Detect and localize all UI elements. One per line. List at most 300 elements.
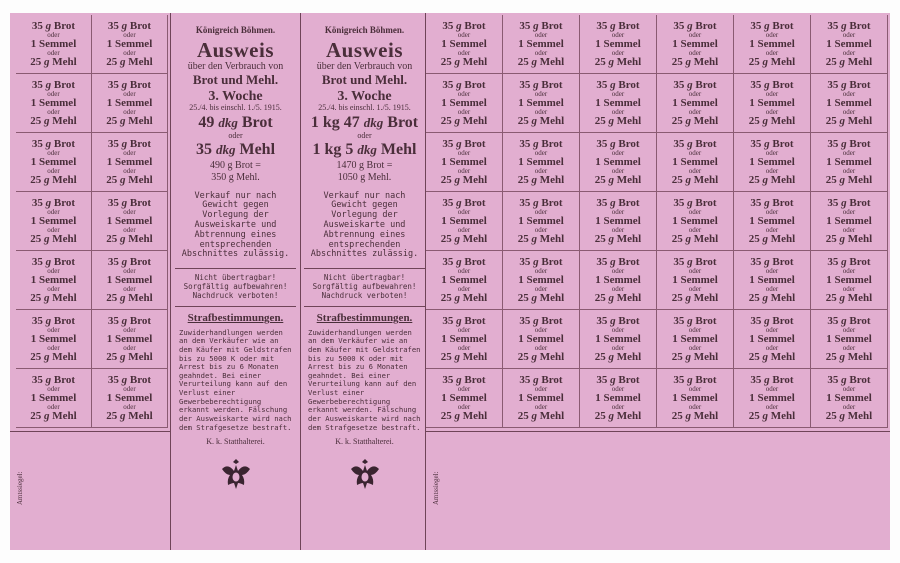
ration-coupon [657, 369, 734, 428]
coupon-semmel-line: 1 Semmel [518, 392, 564, 404]
coupon-flour-line: 25 g Mehl [825, 410, 873, 422]
ration-coupon [92, 369, 168, 428]
coupon-semmel-line: 1 Semmel [595, 333, 641, 345]
authority-label: K. k. Statthalterei. [335, 437, 394, 447]
ration-coupon [426, 251, 503, 310]
ration-coupon [426, 369, 503, 428]
coupon-oder: oder [47, 208, 60, 216]
coupon-oder: oder [611, 167, 625, 175]
coupon-oder: oder [688, 267, 702, 275]
ration-coupon [580, 192, 657, 251]
coupon-oder: oder [688, 226, 702, 234]
coupon-oder: oder [688, 149, 702, 157]
coupon-oder: oder [47, 326, 60, 334]
coupon-bread-line: 35 g Brot [827, 79, 871, 91]
coupon-semmel-line: 1 Semmel [749, 38, 795, 50]
sale-note: Verkauf nur nach Gewicht gegen Vorlegung der Ausweiskarte und Abtrennung eines entsprechenden Abschnittes zulässig. [181, 190, 290, 260]
coupon-semmel-line: 1 Semmel [672, 215, 718, 227]
coupon-flour-line: 25 g Mehl [106, 56, 153, 68]
ration-card [10, 13, 890, 550]
ration-coupon [426, 133, 503, 192]
coupon-bread-line: 35 g Brot [673, 197, 717, 209]
kingdom-label: Königreich Böhmen. [195, 25, 276, 35]
coupon-flour-line: 25 g Mehl [440, 56, 488, 68]
coupon-bread-line: 35 g Brot [442, 138, 486, 150]
coupon-bread-line: 35 g Brot [31, 256, 76, 268]
coupon-bread-line: 35 g Brot [107, 256, 152, 268]
coupon-oder: oder [688, 326, 702, 334]
coupon-semmel-line: 1 Semmel [106, 392, 153, 404]
ration-coupon [92, 74, 168, 133]
ration-coupon [734, 369, 811, 428]
coupon-semmel-line: 1 Semmel [595, 97, 641, 109]
coupon-bread-line: 35 g Brot [107, 20, 152, 32]
panel-subtitle: über den Verbrauch von [316, 61, 413, 73]
coupon-bread-line: 35 g Brot [750, 138, 794, 150]
coupon-oder: oder [534, 285, 548, 293]
coupon-oder: oder [611, 403, 625, 411]
coupon-semmel-line: 1 Semmel [518, 333, 564, 345]
coupon-flour-line: 25 g Mehl [440, 115, 488, 127]
coupon-semmel-line: 1 Semmel [30, 215, 77, 227]
coupon-oder: oder [47, 149, 60, 157]
coupon-semmel-line: 1 Semmel [30, 274, 77, 286]
coupon-flour-line: 25 g Mehl [671, 56, 719, 68]
coupon-oder: oder [534, 326, 548, 334]
coupon-semmel-line: 1 Semmel [826, 333, 872, 345]
coupon-bread-line: 35 g Brot [673, 256, 717, 268]
authority-label: K. k. Statthalterei. [206, 437, 265, 447]
coupon-oder: oder [842, 90, 856, 98]
coupon-oder: oder [534, 149, 548, 157]
coupon-oder: oder [765, 208, 779, 216]
coupon-semmel-line: 1 Semmel [518, 156, 564, 168]
ration-coupon [503, 192, 580, 251]
coupon-bread-line: 35 g Brot [519, 138, 563, 150]
coupon-bread-line: 35 g Brot [596, 20, 640, 32]
coupon-semmel-line: 1 Semmel [595, 392, 641, 404]
coupon-bread-line: 35 g Brot [519, 197, 563, 209]
coupon-semmel-line: 1 Semmel [672, 97, 718, 109]
coupon-oder: oder [457, 167, 471, 175]
ration-coupon [734, 133, 811, 192]
coupon-flour-line: 25 g Mehl [30, 233, 77, 245]
coupon-oder: oder [457, 31, 471, 39]
coupon-oder: oder [765, 49, 779, 57]
coupon-oder: oder [457, 108, 471, 116]
coupon-bread-line: 35 g Brot [442, 79, 486, 91]
coupon-bread-line: 35 g Brot [519, 20, 563, 32]
panel-title: Ausweis [196, 38, 274, 63]
coupon-bread-line: 35 g Brot [107, 374, 152, 386]
coupon-flour-line: 25 g Mehl [517, 292, 565, 304]
coupon-oder: oder [842, 385, 856, 393]
coupon-oder: oder [765, 108, 779, 116]
coupon-flour-line: 25 g Mehl [517, 410, 565, 422]
coupon-oder: oder [123, 167, 136, 175]
coupon-oder: oder [611, 49, 625, 57]
coupon-oder: oder [611, 90, 625, 98]
coupon-flour-line: 25 g Mehl [594, 174, 642, 186]
coupon-semmel-line: 1 Semmel [749, 274, 795, 286]
coupon-flour-line: 25 g Mehl [748, 56, 796, 68]
coupon-oder: oder [765, 344, 779, 352]
coupon-flour-line: 25 g Mehl [30, 351, 77, 363]
coupon-oder: oder [534, 108, 548, 116]
coupon-bread-line: 35 g Brot [31, 197, 76, 209]
coupon-flour-line: 25 g Mehl [671, 351, 719, 363]
ration-coupon [811, 310, 888, 369]
week-label: 3. Woche [337, 88, 392, 104]
coupon-bread-line: 35 g Brot [31, 315, 76, 327]
coupon-semmel-line: 1 Semmel [826, 97, 872, 109]
coupon-oder: oder [842, 226, 856, 234]
coupon-oder: oder [688, 108, 702, 116]
coupon-semmel-line: 1 Semmel [441, 215, 487, 227]
ausweis-panel-left [175, 13, 296, 550]
penalty-title: Strafbestimmungen. [175, 306, 296, 325]
ration-coupon [811, 369, 888, 428]
coupon-semmel-line: 1 Semmel [595, 38, 641, 50]
ration-coupon [426, 15, 503, 74]
oder-label: oder [228, 130, 243, 140]
ration-coupon [734, 15, 811, 74]
ration-coupon [657, 192, 734, 251]
coupon-semmel-line: 1 Semmel [595, 274, 641, 286]
coupon-bread-line: 35 g Brot [750, 256, 794, 268]
coupon-semmel-line: 1 Semmel [441, 156, 487, 168]
coupon-bread-line: 35 g Brot [673, 79, 717, 91]
coupon-flour-line: 25 g Mehl [748, 292, 796, 304]
ration-coupon [16, 310, 92, 369]
coupon-bread-line: 35 g Brot [750, 20, 794, 32]
ration-coupon [580, 133, 657, 192]
coupon-bread-line: 35 g Brot [750, 79, 794, 91]
coupon-semmel-line: 1 Semmel [106, 38, 153, 50]
coupon-oder: oder [47, 403, 60, 411]
coupon-bread-line: 35 g Brot [519, 374, 563, 386]
ration-coupon [503, 74, 580, 133]
coupon-semmel-line: 1 Semmel [518, 274, 564, 286]
coupon-oder: oder [47, 385, 60, 393]
coupon-flour-line: 25 g Mehl [748, 351, 796, 363]
coupon-bread-line: 35 g Brot [519, 79, 563, 91]
coupon-flour-line: 25 g Mehl [825, 115, 873, 127]
coupon-flour-line: 25 g Mehl [440, 410, 488, 422]
coupon-flour-line: 25 g Mehl [825, 56, 873, 68]
coupon-bread-line: 35 g Brot [107, 79, 152, 91]
coupon-bread-line: 35 g Brot [673, 138, 717, 150]
seal-label-left: Amtssiegel: [16, 471, 24, 505]
equivalence-line-1: 1470 g Brot = [336, 159, 393, 171]
coupon-oder: oder [534, 208, 548, 216]
week-label: 3. Woche [208, 88, 263, 104]
coupon-bread-line: 35 g Brot [596, 138, 640, 150]
coupon-oder: oder [457, 267, 471, 275]
coupon-semmel-line: 1 Semmel [749, 333, 795, 345]
ration-coupon [426, 192, 503, 251]
coupon-oder: oder [457, 226, 471, 234]
coupon-oder: oder [688, 49, 702, 57]
coupon-oder: oder [611, 326, 625, 334]
coupon-flour-line: 25 g Mehl [30, 56, 77, 68]
coupon-semmel-line: 1 Semmel [672, 333, 718, 345]
coupon-oder: oder [534, 267, 548, 275]
coupon-flour-line: 25 g Mehl [825, 233, 873, 245]
coupon-bread-line: 35 g Brot [596, 197, 640, 209]
coupon-bread-line: 35 g Brot [750, 315, 794, 327]
ration-coupon [657, 310, 734, 369]
coupon-bread-line: 35 g Brot [673, 20, 717, 32]
coupon-oder: oder [457, 326, 471, 334]
coupon-bread-line: 35 g Brot [31, 138, 76, 150]
coupon-oder: oder [688, 285, 702, 293]
coupon-semmel-line: 1 Semmel [441, 392, 487, 404]
coupon-bread-line: 35 g Brot [596, 256, 640, 268]
coupon-semmel-line: 1 Semmel [595, 156, 641, 168]
ration-coupon [580, 369, 657, 428]
coupon-oder: oder [123, 344, 136, 352]
panel-subtitle-2: Brot und Mehl. [192, 71, 279, 87]
coupon-oder: oder [123, 326, 136, 334]
coupon-oder: oder [534, 90, 548, 98]
coupon-flour-line: 25 g Mehl [106, 292, 153, 304]
date-range: 25./4. bis einschl. 1./5. 1915. [318, 103, 411, 113]
coupon-semmel-line: 1 Semmel [749, 156, 795, 168]
coupon-flour-line: 25 g Mehl [748, 174, 796, 186]
coupon-flour-line: 25 g Mehl [671, 174, 719, 186]
coupon-bread-line: 35 g Brot [750, 197, 794, 209]
coupon-semmel-line: 1 Semmel [441, 97, 487, 109]
coupon-semmel-line: 1 Semmel [672, 274, 718, 286]
ration-coupon [580, 310, 657, 369]
coupon-bread-line: 35 g Brot [673, 315, 717, 327]
coupon-oder: oder [765, 285, 779, 293]
coupon-bread-line: 35 g Brot [442, 315, 486, 327]
coupon-flour-line: 25 g Mehl [106, 115, 153, 127]
coupon-semmel-line: 1 Semmel [826, 274, 872, 286]
coupon-oder: oder [123, 267, 136, 275]
coupon-semmel-line: 1 Semmel [106, 97, 153, 109]
coupon-oder: oder [457, 149, 471, 157]
coupon-oder: oder [123, 285, 136, 293]
coupon-oder: oder [457, 208, 471, 216]
ration-coupon [657, 74, 734, 133]
divider-line [425, 13, 426, 550]
coupon-oder: oder [765, 267, 779, 275]
ration-coupon [503, 369, 580, 428]
coupon-bread-line: 35 g Brot [107, 138, 152, 150]
ration-coupon [16, 192, 92, 251]
coupon-oder: oder [123, 31, 136, 39]
coupon-semmel-line: 1 Semmel [826, 215, 872, 227]
coupon-oder: oder [534, 49, 548, 57]
coupon-oder: oder [47, 285, 60, 293]
ration-coupon [734, 310, 811, 369]
coupon-oder: oder [534, 226, 548, 234]
ration-coupon [657, 15, 734, 74]
coupon-bread-line: 35 g Brot [107, 315, 152, 327]
coupon-oder: oder [457, 49, 471, 57]
coupon-oder: oder [611, 385, 625, 393]
coupon-flour-line: 25 g Mehl [440, 233, 488, 245]
coupon-oder: oder [611, 149, 625, 157]
coupon-oder: oder [611, 31, 625, 39]
coupon-semmel-line: 1 Semmel [30, 97, 77, 109]
coupon-oder: oder [47, 90, 60, 98]
coupon-oder: oder [47, 167, 60, 175]
coupon-oder: oder [765, 167, 779, 175]
flour-amount: 35 dkg Mehl [195, 140, 276, 158]
coupon-semmel-line: 1 Semmel [441, 38, 487, 50]
coupon-semmel-line: 1 Semmel [30, 38, 77, 50]
equivalence-line-1: 490 g Brot = [210, 159, 261, 171]
coupon-semmel-line: 1 Semmel [30, 333, 77, 345]
panel-subtitle: über den Verbrauch von [187, 61, 284, 73]
penalty-title: Strafbestimmungen. [304, 306, 425, 325]
coupon-semmel-line: 1 Semmel [30, 392, 77, 404]
coupon-semmel-line: 1 Semmel [672, 38, 718, 50]
coupon-oder: oder [842, 403, 856, 411]
coupon-oder: oder [47, 226, 60, 234]
coupon-flour-line: 25 g Mehl [440, 351, 488, 363]
coupon-oder: oder [123, 90, 136, 98]
coupon-oder: oder [123, 49, 136, 57]
eagle-emblem-icon [347, 455, 383, 495]
coupon-semmel-line: 1 Semmel [518, 215, 564, 227]
coupon-oder: oder [688, 403, 702, 411]
divider-line [300, 13, 301, 550]
ration-coupon [580, 74, 657, 133]
ration-coupon [92, 310, 168, 369]
coupon-semmel-line: 1 Semmel [30, 156, 77, 168]
coupon-oder: oder [688, 344, 702, 352]
coupon-semmel-line: 1 Semmel [595, 215, 641, 227]
coupon-flour-line: 25 g Mehl [30, 115, 77, 127]
coupon-flour-line: 25 g Mehl [671, 292, 719, 304]
coupon-flour-line: 25 g Mehl [440, 174, 488, 186]
coupon-flour-line: 25 g Mehl [825, 292, 873, 304]
kingdom-label: Königreich Böhmen. [324, 25, 405, 35]
coupon-oder: oder [765, 90, 779, 98]
coupon-oder: oder [688, 167, 702, 175]
ration-coupon [503, 251, 580, 310]
coupon-bread-line: 35 g Brot [827, 315, 871, 327]
coupon-flour-line: 25 g Mehl [106, 351, 153, 363]
panel-subtitle-2: Brot und Mehl. [321, 71, 408, 87]
coupon-flour-line: 25 g Mehl [106, 410, 153, 422]
coupon-semmel-line: 1 Semmel [441, 274, 487, 286]
coupon-flour-line: 25 g Mehl [594, 56, 642, 68]
ration-coupon [734, 74, 811, 133]
coupon-bread-line: 35 g Brot [827, 20, 871, 32]
coupon-flour-line: 25 g Mehl [30, 292, 77, 304]
coupon-semmel-line: 1 Semmel [826, 156, 872, 168]
coupon-oder: oder [688, 385, 702, 393]
coupon-oder: oder [688, 90, 702, 98]
coupon-flour-line: 25 g Mehl [594, 115, 642, 127]
coupon-oder: oder [47, 267, 60, 275]
coupon-semmel-line: 1 Semmel [672, 392, 718, 404]
coupon-bread-line: 35 g Brot [442, 374, 486, 386]
warning-note: Nicht übertragbar! Sorgfältig aufbewahren! Nachdruck verboten! [175, 268, 296, 300]
coupon-bread-line: 35 g Brot [31, 374, 76, 386]
coupon-oder: oder [611, 285, 625, 293]
coupon-flour-line: 25 g Mehl [440, 292, 488, 304]
ausweis-panel-right [304, 13, 425, 550]
coupon-oder: oder [123, 403, 136, 411]
coupon-semmel-line: 1 Semmel [106, 156, 153, 168]
coupon-flour-line: 25 g Mehl [748, 115, 796, 127]
ration-coupon [580, 251, 657, 310]
coupon-flour-line: 25 g Mehl [517, 115, 565, 127]
coupon-semmel-line: 1 Semmel [441, 333, 487, 345]
coupon-bread-line: 35 g Brot [442, 197, 486, 209]
equivalence-line-2: 350 g Mehl. [211, 172, 260, 184]
coupon-flour-line: 25 g Mehl [671, 115, 719, 127]
coupon-oder: oder [611, 208, 625, 216]
oder-label: oder [357, 130, 372, 140]
coupon-flour-line: 25 g Mehl [106, 174, 153, 186]
ration-coupon [811, 251, 888, 310]
ration-coupon [657, 133, 734, 192]
penalty-text: Zuwiderhandlungen werden an dem Verkäufer wie an dem Käufer mit Geldstrafen bis zu 5000 K oder mit Arrest bis zu 6 Monaten geahndet. Bei einer Verurteilung kann auf den Verlust einer Gewerbeberechtigung erkannt werden. Fälschung der Ausweiskarte wird nach dem Strafgesetze bestraft. [308, 327, 421, 432]
coupon-bread-line: 35 g Brot [31, 79, 76, 91]
coupon-oder: oder [688, 208, 702, 216]
coupon-oder: oder [534, 344, 548, 352]
coupon-oder: oder [842, 149, 856, 157]
divider-line [10, 431, 170, 432]
ration-coupon [92, 15, 168, 74]
coupon-bread-line: 35 g Brot [107, 197, 152, 209]
date-range: 25./4. bis einschl. 1./5. 1915. [189, 103, 282, 113]
coupon-oder: oder [842, 49, 856, 57]
coupon-oder: oder [47, 108, 60, 116]
panel-title: Ausweis [325, 38, 403, 63]
coupon-bread-line: 35 g Brot [31, 20, 76, 32]
coupon-oder: oder [534, 403, 548, 411]
coupon-oder: oder [842, 344, 856, 352]
coupon-oder: oder [765, 385, 779, 393]
sale-note: Verkauf nur nach Gewicht gegen Vorlegung der Ausweiskarte und Abtrennung eines entsprechenden Abschnittes zulässig. [310, 190, 419, 260]
coupon-oder: oder [765, 31, 779, 39]
ration-coupon [734, 192, 811, 251]
coupon-bread-line: 35 g Brot [673, 374, 717, 386]
ration-coupon [92, 192, 168, 251]
coupon-bread-line: 35 g Brot [596, 374, 640, 386]
coupon-semmel-line: 1 Semmel [749, 215, 795, 227]
coupon-oder: oder [47, 31, 60, 39]
ration-coupon [657, 251, 734, 310]
ration-coupon [16, 251, 92, 310]
coupon-semmel-line: 1 Semmel [106, 333, 153, 345]
coupon-oder: oder [765, 149, 779, 157]
coupon-oder: oder [611, 344, 625, 352]
coupon-oder: oder [765, 226, 779, 234]
coupon-oder: oder [688, 31, 702, 39]
coupon-oder: oder [457, 90, 471, 98]
seal-label-right: Amtssiegel: [432, 471, 440, 505]
flour-amount: 1 kg 5 dkg Mehl [312, 140, 417, 158]
ration-coupon [734, 251, 811, 310]
bread-amount: 1 kg 47 dkg Brot [310, 113, 419, 131]
coupon-flour-line: 25 g Mehl [517, 56, 565, 68]
coupon-oder: oder [765, 326, 779, 334]
coupon-oder: oder [534, 167, 548, 175]
coupon-bread-line: 35 g Brot [442, 256, 486, 268]
coupon-oder: oder [611, 226, 625, 234]
ration-coupon [811, 74, 888, 133]
